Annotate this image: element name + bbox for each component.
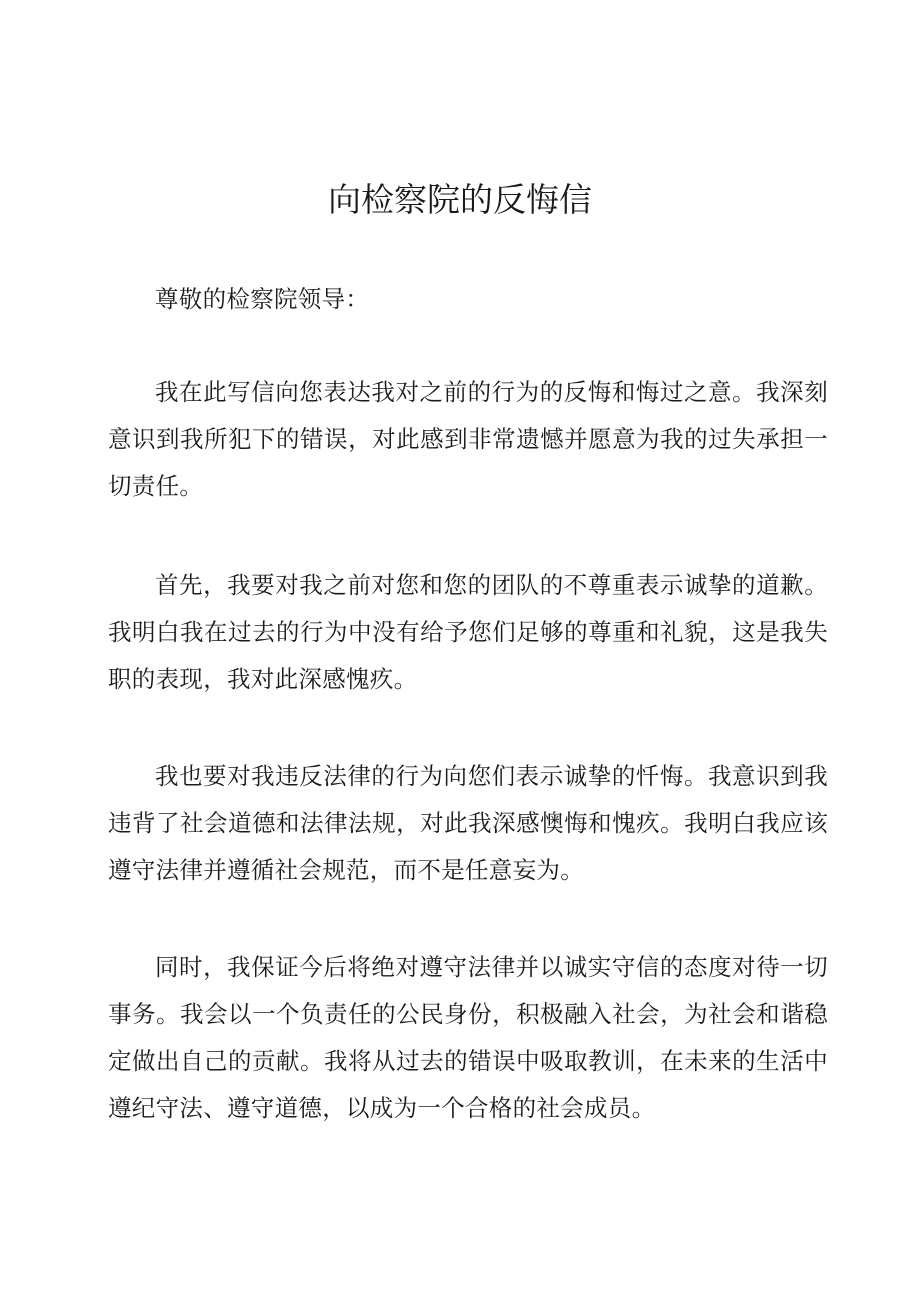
paragraph-1: 我在此写信向您表达我对之前的行为的反悔和悔过之意。我深刻意识到我所犯下的错误，对此感到非常遗憾并愿意为我的过失承担一切责任。 — [108, 378, 828, 500]
salutation: 尊敬的检察院领导： — [155, 285, 370, 313]
paragraph-3: 我也要对我违反法律的行为向您们表示诚挚的忏悔。我意识到我违背了社会道德和法律法规，对此我深感懊悔和愧疚。我明白我应该遵守法律并遵循社会规范，而不是任意妄为。 — [108, 762, 828, 884]
paragraph-2: 首先，我要对我之前对您和您的团队的不尊重表示诚挚的道歉。我明白我在过去的行为中没有给予您们足够的尊重和礼貌，这是我失职的表现，我对此深感愧疚。 — [108, 571, 828, 693]
paragraph-4: 同时，我保证今后将绝对遵守法律并以诚实守信的态度对待一切事务。我会以一个负责任的公民身份，积极融入社会，为社会和谐稳定做出自己的贡献。我将从过去的错误中吸取教训，在未来的生活中遵纪守法、遵守道德，以成为一个合格的社会成员。 — [108, 953, 828, 1122]
document-title: 向检察院的反悔信 — [328, 180, 592, 219]
